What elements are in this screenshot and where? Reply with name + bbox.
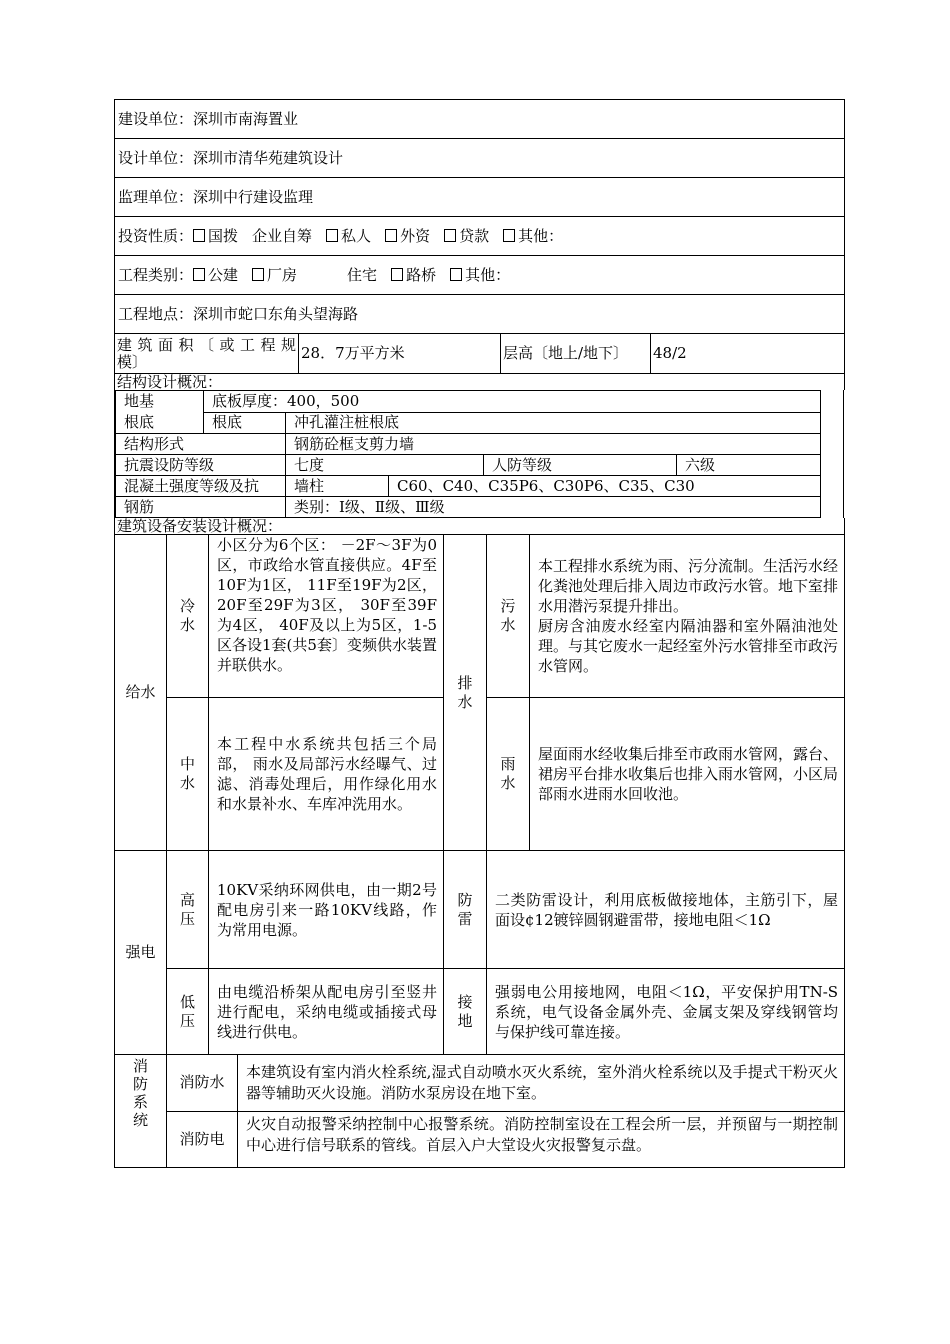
fire-water-label: 消防水 — [167, 1055, 238, 1111]
equipment-table — [114, 518, 845, 1055]
category-option-other[interactable]: 其他： — [450, 266, 510, 284]
area-value: 28．7万平方米 — [299, 334, 501, 374]
lightning-label: 防雷 — [444, 851, 487, 969]
investment-option-self: 企业自筹 — [252, 226, 313, 245]
category-option-road[interactable]: 路桥 — [391, 266, 436, 284]
area-label: 建 筑 面 积 〔 或 工 程 规模〕 — [115, 334, 299, 374]
reclaimed-water-label: 中水 — [167, 698, 209, 851]
civil-defense-value: 六级 — [677, 455, 821, 476]
fire-power-desc: 火灾自动报警采纳控制中心报警系统。消防控制室设在工程会所一层，并预留与一期控制中心进行信号联系的管线。首层入户大堂设火灾报警复示盘。 — [238, 1111, 845, 1167]
project-category-row — [115, 256, 845, 295]
structure-table — [115, 390, 821, 518]
investment-type-row — [115, 217, 845, 256]
low-voltage-desc: 由电缆沿桥架从配电房引至竖井进行配电，采纳电缆或插接式母线进行供电。 — [209, 969, 444, 1055]
basic-info-table — [114, 99, 845, 390]
checkbox-icon — [193, 229, 205, 242]
floors-label: 层高〔地上/地下〕 — [501, 334, 651, 374]
rebar-value: 类别：Ⅰ级、Ⅱ级、Ⅲ级 — [286, 497, 821, 518]
seismic-label: 抗震设防等级 — [116, 455, 286, 476]
project-category-label: 工程类别： — [118, 265, 194, 284]
structure-form-label: 结构形式 — [116, 434, 286, 455]
checkbox-icon — [450, 268, 462, 281]
investment-option-loan[interactable]: 贷款 — [444, 227, 489, 245]
equipment-title: 建筑设备安装设计概况： — [115, 518, 845, 535]
rain-water-desc: 屋面雨水经收集后排至市政雨水管网，露台、裙房平台排水收集后也排入雨水管网，小区局部雨水进雨水回收池。 — [530, 698, 845, 851]
floor-thickness: 底板厚度：400，500 — [204, 391, 821, 413]
investment-option-private[interactable]: 私人 — [326, 227, 371, 245]
checkbox-icon — [326, 229, 338, 242]
high-voltage-label: 高压 — [167, 851, 209, 969]
category-option-factory[interactable]: 厂房 — [252, 266, 297, 284]
floors-value: 48/2 — [651, 334, 845, 374]
checkbox-icon — [252, 268, 264, 281]
concrete-label: 混凝土强度等级及抗 — [116, 476, 286, 497]
concrete-sub-label: 墙柱 — [286, 476, 389, 497]
seismic-value: 七度 — [286, 455, 484, 476]
cold-water-desc: 小区分为6个区： －2F～3F为0区，市政给水管直接供应。4F至10F为1区， 11F至19F为2区， 20F至29F为3区， 30F至39F为4区， 40F及以上为5区，1-5区各设1套(共5套〕变频供水装置并联供水。 — [209, 535, 444, 698]
sewage-desc: 本工程排水系统为雨、污分流制。生活污水经化粪池处理后排入周边市政污水管。地下室排水用潜污泵提升排出。 厨房含油废水经室内隔油器和室外隔油池处理。与其它废水一起经室外污水管排至市政污水管网。 — [530, 535, 845, 698]
reclaimed-water-desc: 本工程中水系统共包括三个局部， 雨水及局部污水经曝气、过滤、消毒处理后，用作绿化用水和水景补水、车库冲洗用水。 — [209, 698, 444, 851]
structure-title: 结构设计概况： — [115, 374, 845, 391]
grounding-desc: 强弱电公用接地网，电阻＜1Ω，平安保护用TN-S系统，电气设备金属外壳、金属支架及穿线钢管均与保护线可靠连接。 — [487, 969, 845, 1055]
supervision-unit: 监理单位：深圳中行建设监理 — [115, 178, 845, 217]
base-label: 根底 — [204, 412, 286, 434]
fire-water-desc: 本建筑设有室内消火栓系统,湿式自动喷水灭火系统，室外消火栓系统以及手提式干粉灭火器等辅助灭火设施。消防水泵房设在地下室。 — [238, 1055, 845, 1111]
category-option-public[interactable]: 公建 — [193, 266, 238, 284]
category-option-residential: 住宅 — [347, 265, 378, 284]
strong-power-label: 强电 — [115, 851, 167, 1055]
checkbox-icon — [193, 268, 205, 281]
investment-option-state[interactable]: 国拨 — [193, 227, 238, 245]
foundation-label: 地基根底 — [116, 391, 204, 434]
checkbox-icon — [503, 229, 515, 242]
rebar-label: 钢筋 — [116, 497, 286, 518]
fire-system-table — [114, 1055, 845, 1168]
rain-water-label: 雨水 — [487, 698, 530, 851]
construction-unit: 建设单位：深圳市南海置业 — [115, 100, 845, 139]
investment-option-other[interactable]: 其他： — [503, 227, 563, 245]
project-location: 工程地点：深圳市蛇口东角头望海路 — [115, 295, 845, 334]
fire-power-label: 消防电 — [167, 1111, 238, 1167]
cold-water-label: 冷水 — [167, 535, 209, 698]
low-voltage-label: 低压 — [167, 969, 209, 1055]
investment-type-label: 投资性质： — [118, 226, 194, 245]
high-voltage-desc: 10KV采纳环网供电，由一期2号配电房引来一路10KV线路，作为常用电源。 — [209, 851, 444, 969]
civil-defense-label: 人防等级 — [484, 455, 677, 476]
grounding-label: 接地 — [444, 969, 487, 1055]
structure-form-value: 钢筋砼框支剪力墙 — [286, 434, 821, 455]
design-unit: 设计单位：深圳市清华苑建筑设计 — [115, 139, 845, 178]
drainage-label: 排水 — [444, 535, 487, 851]
concrete-value: C60、C40、C35P6、C30P6、C35、C30 — [389, 476, 821, 497]
base-value: 冲孔灌注桩根底 — [286, 412, 821, 434]
lightning-desc: 二类防雷设计，利用底板做接地体，主筋引下，屋面设¢12镀锌圆钢避雷带，接地电阻＜1Ω — [487, 851, 845, 969]
checkbox-icon — [391, 268, 403, 281]
sewage-label: 污水 — [487, 535, 530, 698]
fire-system-label: 消防系统 — [115, 1055, 167, 1167]
water-supply-label: 给水 — [115, 535, 167, 851]
checkbox-icon — [444, 229, 456, 242]
checkbox-icon — [385, 229, 397, 242]
investment-option-foreign[interactable]: 外资 — [385, 227, 430, 245]
project-overview-sheet — [114, 99, 844, 1168]
